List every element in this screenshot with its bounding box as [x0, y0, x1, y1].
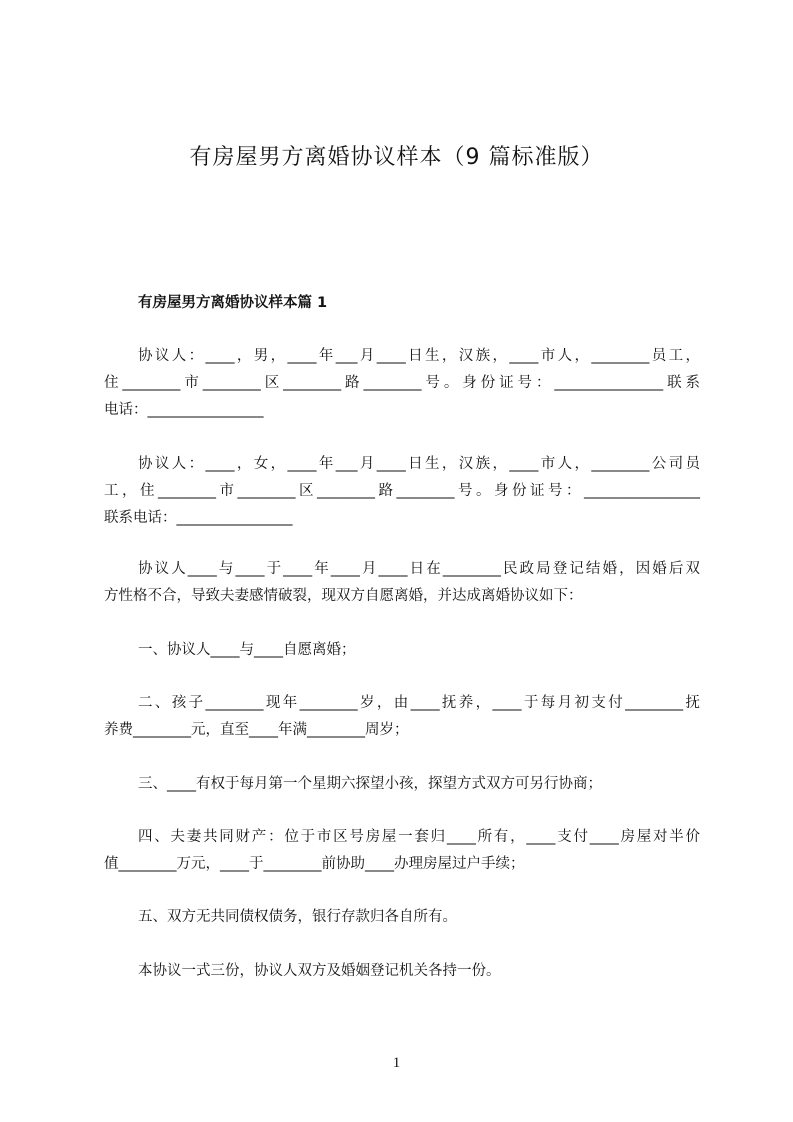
intro-line-2: 方性格不合，导致夫妻感情破裂，现双方自愿离婚，并达成离婚协议如下： [104, 588, 583, 604]
closing-line-1: 本协议一式三份，协议人双方及婚姻登记机关各持一份。 [138, 963, 501, 979]
item-1-line-1: 一、协议人____与____自愿离婚； [138, 642, 356, 658]
party-male-line-1: 协议人：____，男，____年___月____日生，汉族，____市人，________员工， [138, 348, 700, 364]
item-4-line-2: 值________万元，____于________前协助____办理房屋过户手续； [104, 856, 525, 872]
section-heading: 有房屋男方离婚协议样本篇 1 [138, 295, 328, 311]
party-male-line-2: 住________市________区________路________号。身份证号：_______________联系 [104, 375, 700, 391]
item-3-line-1: 三、____有权于每月第一个星期六探望小孩，探望方式双方可另行协商； [138, 776, 602, 792]
intro-line-1: 协议人____与____于____年____月____日在________民政局登记结婚，因婚后双 [138, 561, 700, 577]
document-title: 有房屋男方离婚协议样本（9 篇标准版） [189, 145, 604, 170]
party-female-line-2: 工，住________市________区________路________号。身份证号：________________ [104, 483, 700, 499]
item-2-line-1: 二、孩子________现年________岁，由____抚养，____于每月初支付________抚 [138, 695, 700, 711]
page-number: 1 [392, 1055, 401, 1071]
party-male-line-3: 电话：________________ [104, 402, 264, 418]
party-female-line-1: 协议人：____，女，____年___月____日生，汉族，____市人，________公司员 [138, 456, 700, 472]
item-2-line-2: 养费________元，直至____年满________周岁； [104, 722, 409, 738]
item-4-line-1: 四、夫妻共同财产：位于市区号房屋一套归____所有，____支付____房屋对半价 [138, 829, 700, 845]
item-5-line-1: 五、双方无共同债权债务，银行存款归各自所有。 [138, 909, 457, 925]
party-female-line-3: 联系电话：________________ [104, 510, 293, 526]
